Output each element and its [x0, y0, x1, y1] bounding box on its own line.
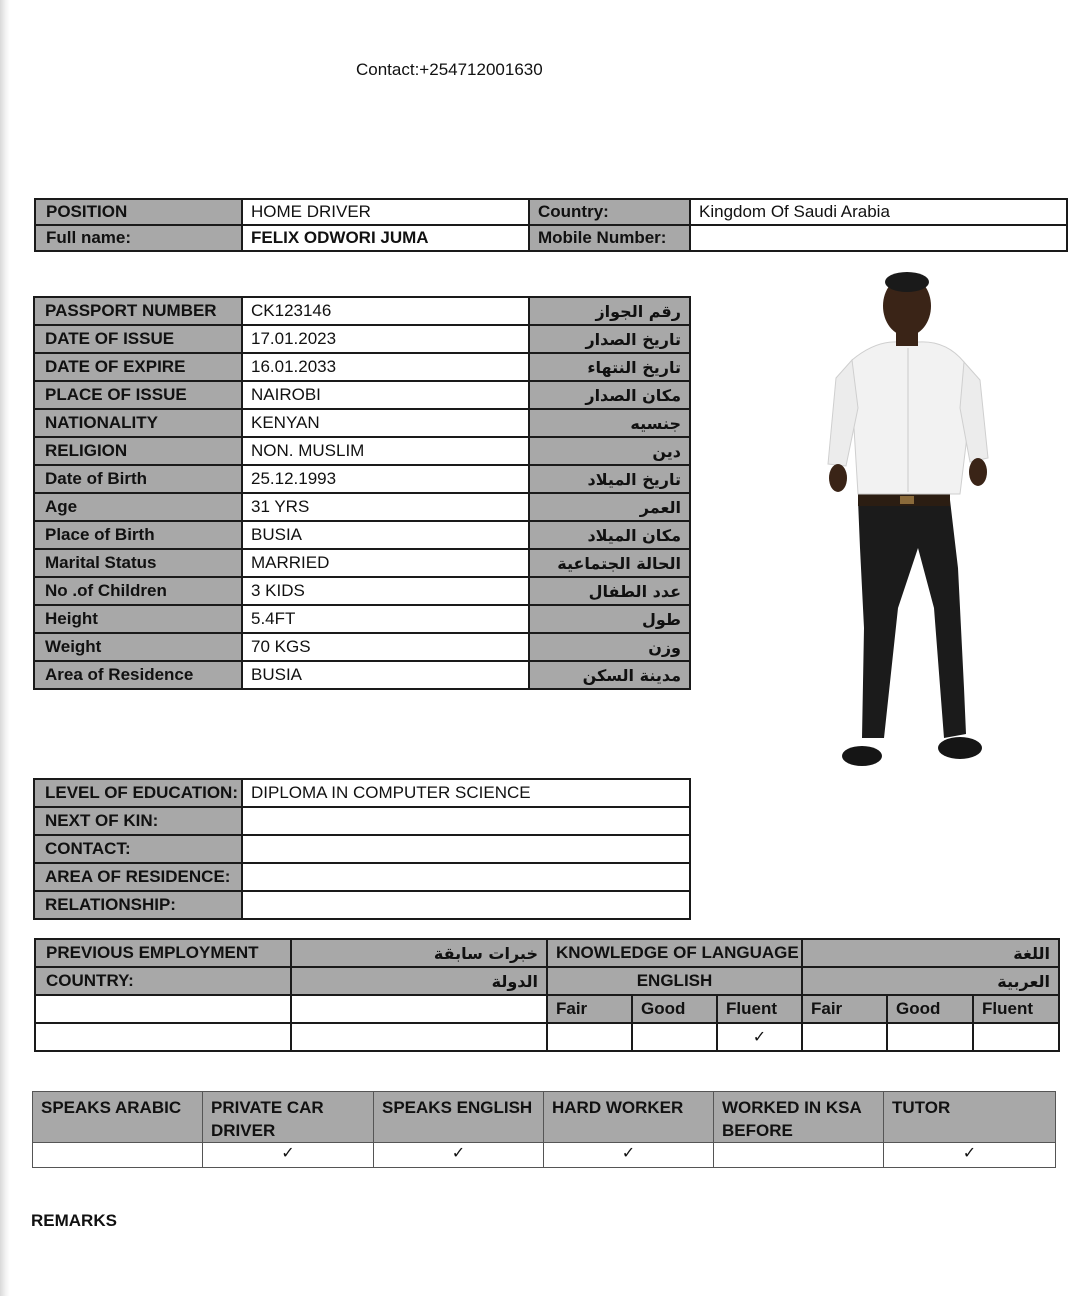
field-label: NATIONALITY [34, 409, 242, 437]
field-value [242, 807, 690, 835]
shirt [852, 342, 968, 494]
field-label: Weight [34, 633, 242, 661]
field-arabic-label: العمر [529, 493, 690, 521]
field-value: BUSIA [242, 661, 529, 689]
table-row [34, 605, 690, 633]
previous-employment-label: PREVIOUS EMPLOYMENT [35, 939, 291, 967]
table-row [34, 807, 690, 835]
table-row [35, 995, 1059, 1023]
field-label: RELATIONSHIP: [34, 891, 242, 919]
field-label: CONTACT: [34, 835, 242, 863]
skill-label: SPEAKS ENGLISH [374, 1092, 544, 1143]
table-row [33, 1143, 1056, 1168]
field-arabic-label: تاريخ النتهاء [529, 353, 690, 381]
table-row [35, 967, 1059, 995]
arabic-good-label: Good [887, 995, 973, 1023]
table-row [34, 779, 690, 807]
table-row [34, 493, 690, 521]
education-table [33, 778, 691, 920]
knowledge-of-language-label: KNOWLEDGE OF LANGUAGE [547, 939, 802, 967]
table-row [34, 891, 690, 919]
country-value: Kingdom Of Saudi Arabia [690, 199, 1067, 225]
field-value: 5.4FT [242, 605, 529, 633]
field-value: 3 KIDS [242, 577, 529, 605]
arabic-language-label: العربية [802, 967, 1059, 995]
field-arabic-label: رقم الجواز [529, 297, 690, 325]
mobile-label: Mobile Number: [529, 225, 690, 251]
trousers [858, 500, 966, 738]
table-row [35, 1023, 1059, 1051]
field-arabic-label: وزن [529, 633, 690, 661]
table-row [34, 633, 690, 661]
field-arabic-label: دين [529, 437, 690, 465]
skill-check [33, 1143, 203, 1168]
field-label: Area of Residence [34, 661, 242, 689]
field-label: DATE OF ISSUE [34, 325, 242, 353]
field-value: CK123146 [242, 297, 529, 325]
table-row [34, 521, 690, 549]
table-row [34, 863, 690, 891]
field-label: Height [34, 605, 242, 633]
field-label: PLACE OF ISSUE [34, 381, 242, 409]
field-value: 70 KGS [242, 633, 529, 661]
country-arabic: الدولة [291, 967, 547, 995]
language-arabic-label: اللغة [802, 939, 1059, 967]
fullname-label: Full name: [35, 225, 242, 251]
field-arabic-label: مكان الميلاد [529, 521, 690, 549]
employment-cell [35, 1023, 291, 1051]
field-value: DIPLOMA IN COMPUTER SCIENCE [242, 779, 690, 807]
field-label: No .of Children [34, 577, 242, 605]
employment-country-cell [291, 995, 547, 1023]
employment-cell [35, 995, 291, 1023]
remarks-label: REMARKS [31, 1211, 117, 1230]
field-value: 25.12.1993 [242, 465, 529, 493]
english-fair-check [547, 1023, 632, 1051]
mobile-value [690, 225, 1067, 251]
field-label: Place of Birth [34, 521, 242, 549]
skill-label: SPEAKS ARABIC [33, 1092, 203, 1143]
field-value: KENYAN [242, 409, 529, 437]
position-label: POSITION [35, 199, 242, 225]
field-label: DATE OF EXPIRE [34, 353, 242, 381]
table-row [34, 297, 690, 325]
page-edge-shadow [0, 0, 10, 1296]
english-good-check [632, 1023, 717, 1051]
table-row [33, 1092, 1056, 1143]
position-value: HOME DRIVER [242, 199, 529, 225]
field-value: MARRIED [242, 549, 529, 577]
table-row [34, 835, 690, 863]
field-value [242, 835, 690, 863]
table-row [34, 661, 690, 689]
table-row [34, 381, 690, 409]
skill-check: ✓ [884, 1143, 1056, 1168]
field-arabic-label: طول [529, 605, 690, 633]
applicant-photo [818, 268, 998, 778]
field-label: Age [34, 493, 242, 521]
country-label: COUNTRY: [35, 967, 291, 995]
field-label: Date of Birth [34, 465, 242, 493]
field-label: Marital Status [34, 549, 242, 577]
skill-check: ✓ [544, 1143, 714, 1168]
fullname-value: FELIX ODWORI JUMA [242, 225, 529, 251]
skills-table [32, 1091, 1056, 1168]
arabic-fluent-check [973, 1023, 1059, 1051]
language-table [34, 938, 1060, 1052]
field-arabic-label: تاريخ الصدار [529, 325, 690, 353]
contact-line: Contact:+254712001630 [356, 60, 543, 79]
table-row [34, 465, 690, 493]
table-row [35, 939, 1059, 967]
english-good-label: Good [632, 995, 717, 1023]
table-row [34, 437, 690, 465]
passport-details-table [33, 296, 691, 690]
arabic-fair-label: Fair [802, 995, 887, 1023]
field-label: NEXT OF KIN: [34, 807, 242, 835]
english-fluent-check: ✓ [717, 1023, 802, 1051]
table-row [34, 353, 690, 381]
arabic-good-check [887, 1023, 973, 1051]
table-row [34, 409, 690, 437]
field-value: 16.01.2033 [242, 353, 529, 381]
field-value: 17.01.2023 [242, 325, 529, 353]
arabic-fluent-label: Fluent [973, 995, 1059, 1023]
skill-check [714, 1143, 884, 1168]
english-fluent-label: Fluent [717, 995, 802, 1023]
field-arabic-label: مدينة السكن [529, 661, 690, 689]
field-value: NON. MUSLIM [242, 437, 529, 465]
country-label: Country: [529, 199, 690, 225]
field-label: LEVEL OF EDUCATION: [34, 779, 242, 807]
skill-check: ✓ [374, 1143, 544, 1168]
right-shoe [938, 737, 982, 759]
field-label: PASSPORT NUMBER [34, 297, 242, 325]
skill-label: PRIVATE CAR DRIVER [203, 1092, 374, 1143]
skill-label: HARD WORKER [544, 1092, 714, 1143]
english-label: ENGLISH [547, 967, 802, 995]
table-row [34, 549, 690, 577]
table-row [35, 199, 1067, 225]
skill-label: TUTOR [884, 1092, 1056, 1143]
employment-country-cell [291, 1023, 547, 1051]
table-row [34, 325, 690, 353]
field-value: BUSIA [242, 521, 529, 549]
arabic-fair-check [802, 1023, 887, 1051]
field-arabic-label: الحالة الجتماعية [529, 549, 690, 577]
field-arabic-label: مكان الصدار [529, 381, 690, 409]
field-label: AREA OF RESIDENCE: [34, 863, 242, 891]
table-row [35, 225, 1067, 251]
previous-employment-arabic: خبرات سابقة [291, 939, 547, 967]
english-fair-label: Fair [547, 995, 632, 1023]
left-shoe [842, 746, 882, 766]
field-arabic-label: جنسيه [529, 409, 690, 437]
field-value [242, 863, 690, 891]
field-value: 31 YRS [242, 493, 529, 521]
skill-label: WORKED IN KSA BEFORE [714, 1092, 884, 1143]
field-value: NAIROBI [242, 381, 529, 409]
field-value [242, 891, 690, 919]
field-arabic-label: تاريخ الميلاد [529, 465, 690, 493]
field-arabic-label: عدد الطفال [529, 577, 690, 605]
skill-check: ✓ [203, 1143, 374, 1168]
table-row [34, 577, 690, 605]
field-label: RELIGION [34, 437, 242, 465]
header-table [34, 198, 1068, 252]
